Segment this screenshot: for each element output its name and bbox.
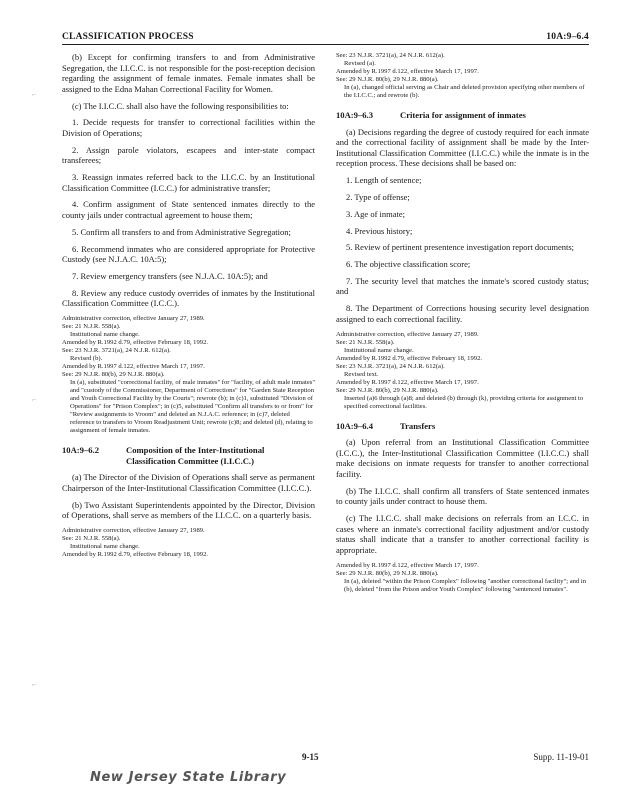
scan-mark: ⌐	[32, 395, 37, 404]
history-note: In (a), deleted "within the Prison Complex" following "another correctional facility"; and in (b), deleted "from the Prison and/or Youth Complex" following "sentenced inmates".	[344, 577, 587, 593]
history-notes	[336, 331, 589, 411]
page-footer	[62, 752, 589, 764]
list-item: 8. Review any reduce custody overrides of inmates by the Institutional Classification Committee (I.C.C.).	[62, 287, 315, 309]
section-number: 10A:9–6.4	[336, 420, 373, 431]
history-note: Institutional name change.	[344, 346, 414, 354]
history-note: Amended by R.1997 d.122, effective March 17, 1997.	[336, 561, 479, 569]
list-item: 7. The security level that matches the inmate's scored custody status; and	[336, 275, 589, 297]
list-item: 3. Reassign inmates referred back to the I.I.C.C. by an Institutional Classification Committee (I.C.C.) for administrative transfer;	[62, 172, 315, 193]
scan-mark: ⌐	[32, 680, 37, 689]
history-note: Revised text.	[344, 370, 379, 378]
section-heading-6-3	[336, 110, 589, 121]
section-title: Criteria for assignment of inmates	[400, 110, 526, 120]
list-item: 4. Confirm assignment of State sentenced inmates directly to the county jails under contractual agreement to house them;	[62, 199, 315, 221]
section-title: Composition of the Inter-Institutional	[126, 445, 265, 456]
history-note: See: 23 N.J.R. 3721(a), 24 N.J.R. 612(a).	[336, 52, 445, 59]
left-column	[62, 52, 315, 569]
paragraph-c-intro: (c) The I.I.C.C. shall also have the following responsibilities to:	[72, 100, 289, 111]
history-note: Administrative correction, effective January 27, 1989.	[336, 330, 479, 338]
list-item: 1. Length of sentence;	[346, 175, 422, 186]
history-note: See: 23 N.J.R. 3721(a), 24 N.J.R. 612(a).	[336, 362, 445, 370]
list-item: 5. Review of pertinent presentence investigation report documents;	[346, 242, 575, 253]
library-stamp: New Jersey State Library	[90, 770, 287, 785]
history-note: See: 21 N.J.R. 558(a).	[336, 338, 395, 346]
paragraph-b: (b) Except for confirming transfers to and from Administrative Segregation, the I.I.C.C. is not responsible for the post-reception decision regarding the assignment of female inmates. Female inmates shall be assigned to the Edna Mahan Correctional Facility for Women.	[62, 52, 315, 94]
list-item: 6. Recommend inmates who are considered appropriate for Protective Custody (see N.J.A.C. 10A:5);	[62, 243, 315, 265]
list-item: 7. Review emergency transfers (see N.J.A.C. 10A:5); and	[72, 271, 268, 281]
history-notes	[336, 562, 589, 594]
scan-mark: ⌐	[32, 90, 37, 99]
header-chapter-title: CLASSIFICATION PROCESS	[62, 32, 194, 42]
history-note: See: 29 N.J.R. 80(b), 29 N.J.R. 880(a).	[62, 371, 165, 379]
history-note: Institutional name change.	[70, 331, 140, 339]
section-heading-6-4	[336, 421, 589, 432]
header-section-number: 10A:9–6.4	[546, 32, 589, 42]
history-note: Amended by R.1992 d.79, effective February 18, 1992.	[336, 354, 483, 362]
list-item: 4. Previous history;	[346, 225, 413, 236]
paragraph-a: (a) Decisions regarding the degree of custody required for each inmate and the correctional facility of assignment shall be made by the Inter-Institutional Classification Committee (I.I.C.C.) while the inmate is in the reception process. These decisions shall be based on:	[336, 126, 589, 169]
history-note: See: 23 N.J.R. 3721(a), 24 N.J.R. 612(a).	[62, 347, 171, 355]
history-note: See: 21 N.J.R. 558(a).	[62, 535, 121, 543]
section-title: Transfers	[400, 420, 436, 431]
history-note: See: 29 N.J.R. 80(b), 29 N.J.R. 880(a).	[336, 386, 439, 394]
history-note: Inserted (a)6 through (a)8; and deleted (b) through (k), providing criteria for assignment to specified correctional facilities.	[344, 394, 584, 410]
history-notes	[336, 52, 589, 100]
history-note: Amended by R.1997 d.122, effective March 17, 1997.	[336, 68, 479, 75]
list-item: 1. Decide requests for transfer to correctional facilities within the Division of Operations;	[62, 117, 315, 138]
history-note: Administrative correction, effective January 27, 1989.	[62, 315, 205, 323]
history-note: Revised (b).	[70, 355, 103, 363]
running-header	[62, 32, 589, 46]
paragraph-a: (a) The Director of the Division of Operations shall serve as permanent Chairperson of the Inter-Institutional Classification Committee (I.I.C.C.).	[62, 472, 315, 493]
paragraph-c: (c) The I.I.C.C. shall make decisions on referrals from an I.C.C. in cases where an inmate's correctional facility adjustment and/or custody status shall indicate that a transfer to another correctional facility is appropriate.	[336, 513, 589, 555]
history-notes	[62, 527, 315, 559]
supplement-date: Supp. 11-19-01	[533, 752, 589, 762]
history-notes	[62, 315, 315, 435]
page-number: 9-15	[302, 752, 319, 762]
list-item: 2. Type of offense;	[346, 191, 410, 202]
history-note: See: 29 N.J.R. 80(b), 29 N.J.R. 880(a).	[336, 76, 439, 83]
history-note: In (a), substituted "correctional facility, of male inmates" for "facility, of adult male inmates" and "custody of the Commissioner, Department of Corrections" for "Garden State Reception and Youth Correctional Facility by the Courts"; rewrote (b); in (c)1, substituted "Division of Operations" for "Prison Complex"; in (c)5, substituted "Confirm all transfers to or from" for "Review assignments to Vroom" and deleted an N.J.A.C. reference; in (c)7, deleted reference to transfers to Vroom Readjustment Unit; rewrote (c)8; and deleted (d), relating to assignment of female inmates.	[70, 379, 316, 435]
history-note: Administrative correction, effective January 27, 1989.	[62, 527, 205, 535]
right-column	[336, 52, 589, 604]
section-number: 10A:9–6.3	[336, 110, 373, 120]
history-note: See: 21 N.J.R. 558(a).	[62, 323, 121, 331]
paragraph-b: (b) The I.I.C.C. shall confirm all transfers of State sentenced inmates to county jails under contract to house them.	[336, 485, 589, 507]
history-note: Amended by R.1997 d.122, effective March 17, 1997.	[336, 378, 479, 386]
header-rule	[62, 44, 589, 45]
section-title-continued: Classification Committee (I.I.C.C.)	[126, 455, 254, 466]
list-item: 3. Age of inmate;	[346, 208, 406, 219]
history-note: Amended by R.1992 d.79, effective February 18, 1992.	[62, 339, 209, 347]
history-note: See: 29 N.J.R. 80(b), 29 N.J.R. 880(a).	[336, 569, 439, 577]
history-note: Amended by R.1997 d.122, effective March 17, 1997.	[62, 363, 205, 371]
history-note: Amended by R.1992 d.79, effective February 18, 1992.	[62, 551, 209, 559]
list-item: 5. Confirm all transfers to and from Administrative Segregation;	[72, 226, 291, 237]
paragraph-a: (a) Upon referral from an Institutional Classification Committee (I.C.C.), the Inter-Institutional Classification Committee (I.I.C.C.) shall make decisions on inmate requests for transfer to another correctional facility.	[336, 437, 589, 479]
list-item: 6. The objective classification score;	[346, 259, 471, 270]
list-item: 2. Assign parole violators, escapees and inter-state compact transferees;	[62, 144, 315, 166]
history-note: Revised (a).	[344, 60, 376, 67]
history-note: In (a), changed official serving as Chair and deleted provision specifying other members of the I.I.C.C.; and rewrote (b).	[344, 84, 585, 99]
section-heading-6-2	[62, 445, 315, 466]
paragraph-b: (b) Two Assistant Superintendents appointed by the Director, Division of Operations, shall serve as members of the I.I.C.C. on a quarterly basis.	[62, 499, 315, 521]
section-number: 10A:9–6.2	[62, 445, 99, 456]
history-note: Institutional name change.	[70, 543, 140, 551]
list-item: 8. The Department of Corrections housing security level designation assigned to each correctional facility.	[336, 303, 589, 324]
